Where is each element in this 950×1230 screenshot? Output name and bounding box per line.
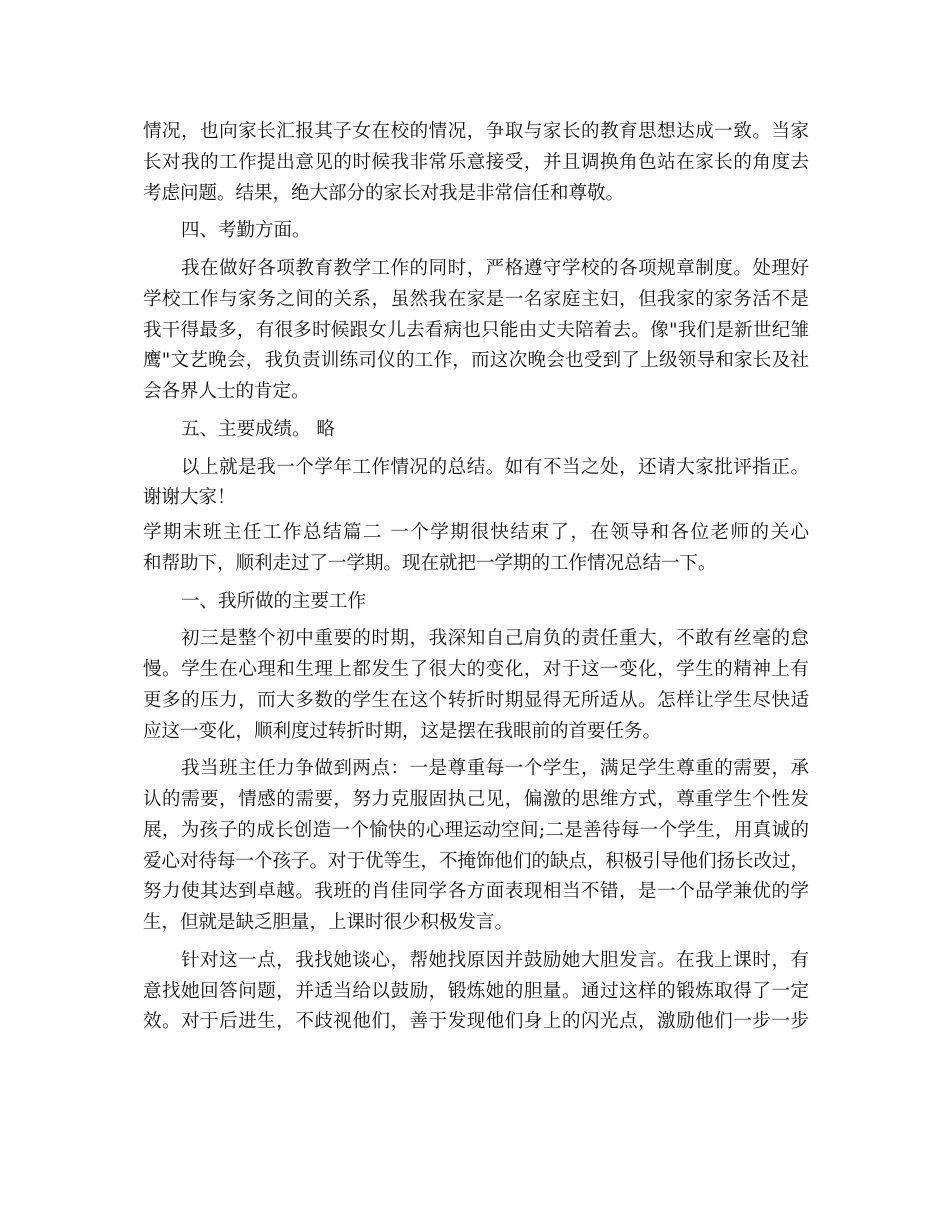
text-line: 我在做好各项教育教学工作的同时，严格遵守学校的各项规章制度。处理好: [181, 258, 809, 279]
text-line: 长对我的工作提出意见的时候我非常乐意接受，并且调换角色站在家长的角度去: [143, 151, 809, 173]
text-line: 生，但就是缺乏胆量，上课时很少积极发言。: [143, 912, 514, 933]
text-line: 我干得最多，有很多时候跟女儿去看病也只能由丈夫陪着去。像"我们是新世纪雏: [143, 319, 809, 341]
text-line: 爱心对待每一个孩子。对于优等生，不掩饰他们的缺点，积极引导他们扬长改过，: [143, 850, 810, 872]
section-heading: 四、考勤方面。: [181, 220, 311, 242]
text-line: 认的需要，情感的需要，努力克服固执己见，偏激的思维方式，尊重学生个性发: [143, 789, 809, 810]
text-line: 针对这一点，我找她谈心，帮她找原因并鼓励她大胆发言。在我上课时，有: [181, 949, 809, 971]
text-line: 效。对于后进生，不歧视他们，善于发现他们身上的闪光点，激励他们一步一步: [143, 1011, 809, 1033]
text-line: 情况，也向家长汇报其子女在校的情况，争取与家长的教育思想达成一致。当家: [143, 121, 809, 142]
article-title-line: 学期末班主任工作总结篇二 一个学期很快结束了，在领导和各位老师的关心: [143, 522, 809, 543]
text-line: 我当班主任力争做到两点：一是尊重每一个学生，满足学生尊重的需要，承: [181, 758, 809, 780]
text-line: 应这一变化，顺利度过转折时期，这是摆在我眼前的首要任务。: [143, 720, 662, 742]
text-line: 努力使其达到卓越。我班的肖佳同学各方面表现相当不错，是一个品学兼优的学: [143, 881, 809, 903]
section-heading: 一、我所做的主要工作: [181, 590, 367, 612]
text-line: 学校工作与家务之间的关系，虽然我在家是一名家庭主妇，但我家的家务活不是: [143, 288, 809, 310]
text-line: 鹰"文艺晚会，我负责训练司仪的工作，而这次晚会也受到了上级领导和家长及社: [143, 350, 809, 372]
text-line: 和帮助下，顺利走过了一学期。现在就把一学期的工作情况总结一下。: [143, 552, 717, 574]
text-line: 初三是整个初中重要的时期，我深知自己肩负的责任重大，不敢有丝毫的怠: [181, 628, 809, 650]
document-body: [143, 117, 809, 1038]
section-heading: 五、主要成绩。 略: [181, 418, 335, 440]
text-line: 更多的压力，而大多数的学生在这个转折时期显得无所适从。怎样让学生尽快适: [143, 689, 809, 711]
text-line: 考虑问题。结果，绝大部分的家长对我是非常信任和尊敬。: [143, 182, 625, 204]
text-line: 会各界人士的肯定。: [143, 381, 310, 402]
text-line: 谢谢大家！: [143, 487, 236, 509]
text-line: 展，为孩子的成长创造一个愉快的心理运动空间;二是善待每一个学生，用真诚的: [143, 819, 809, 841]
text-line: 以上就是我一个学年工作情况的总结。如有不当之处，还请大家批评指正。: [181, 456, 809, 478]
text-line: 慢。学生在心理和生理上都发生了很大的变化，对于这一变化，学生的精神上有: [143, 659, 809, 680]
text-line: 意找她回答问题，并适当给以鼓励，锻炼她的胆量。通过这样的锻炼取得了一定: [143, 980, 809, 1002]
